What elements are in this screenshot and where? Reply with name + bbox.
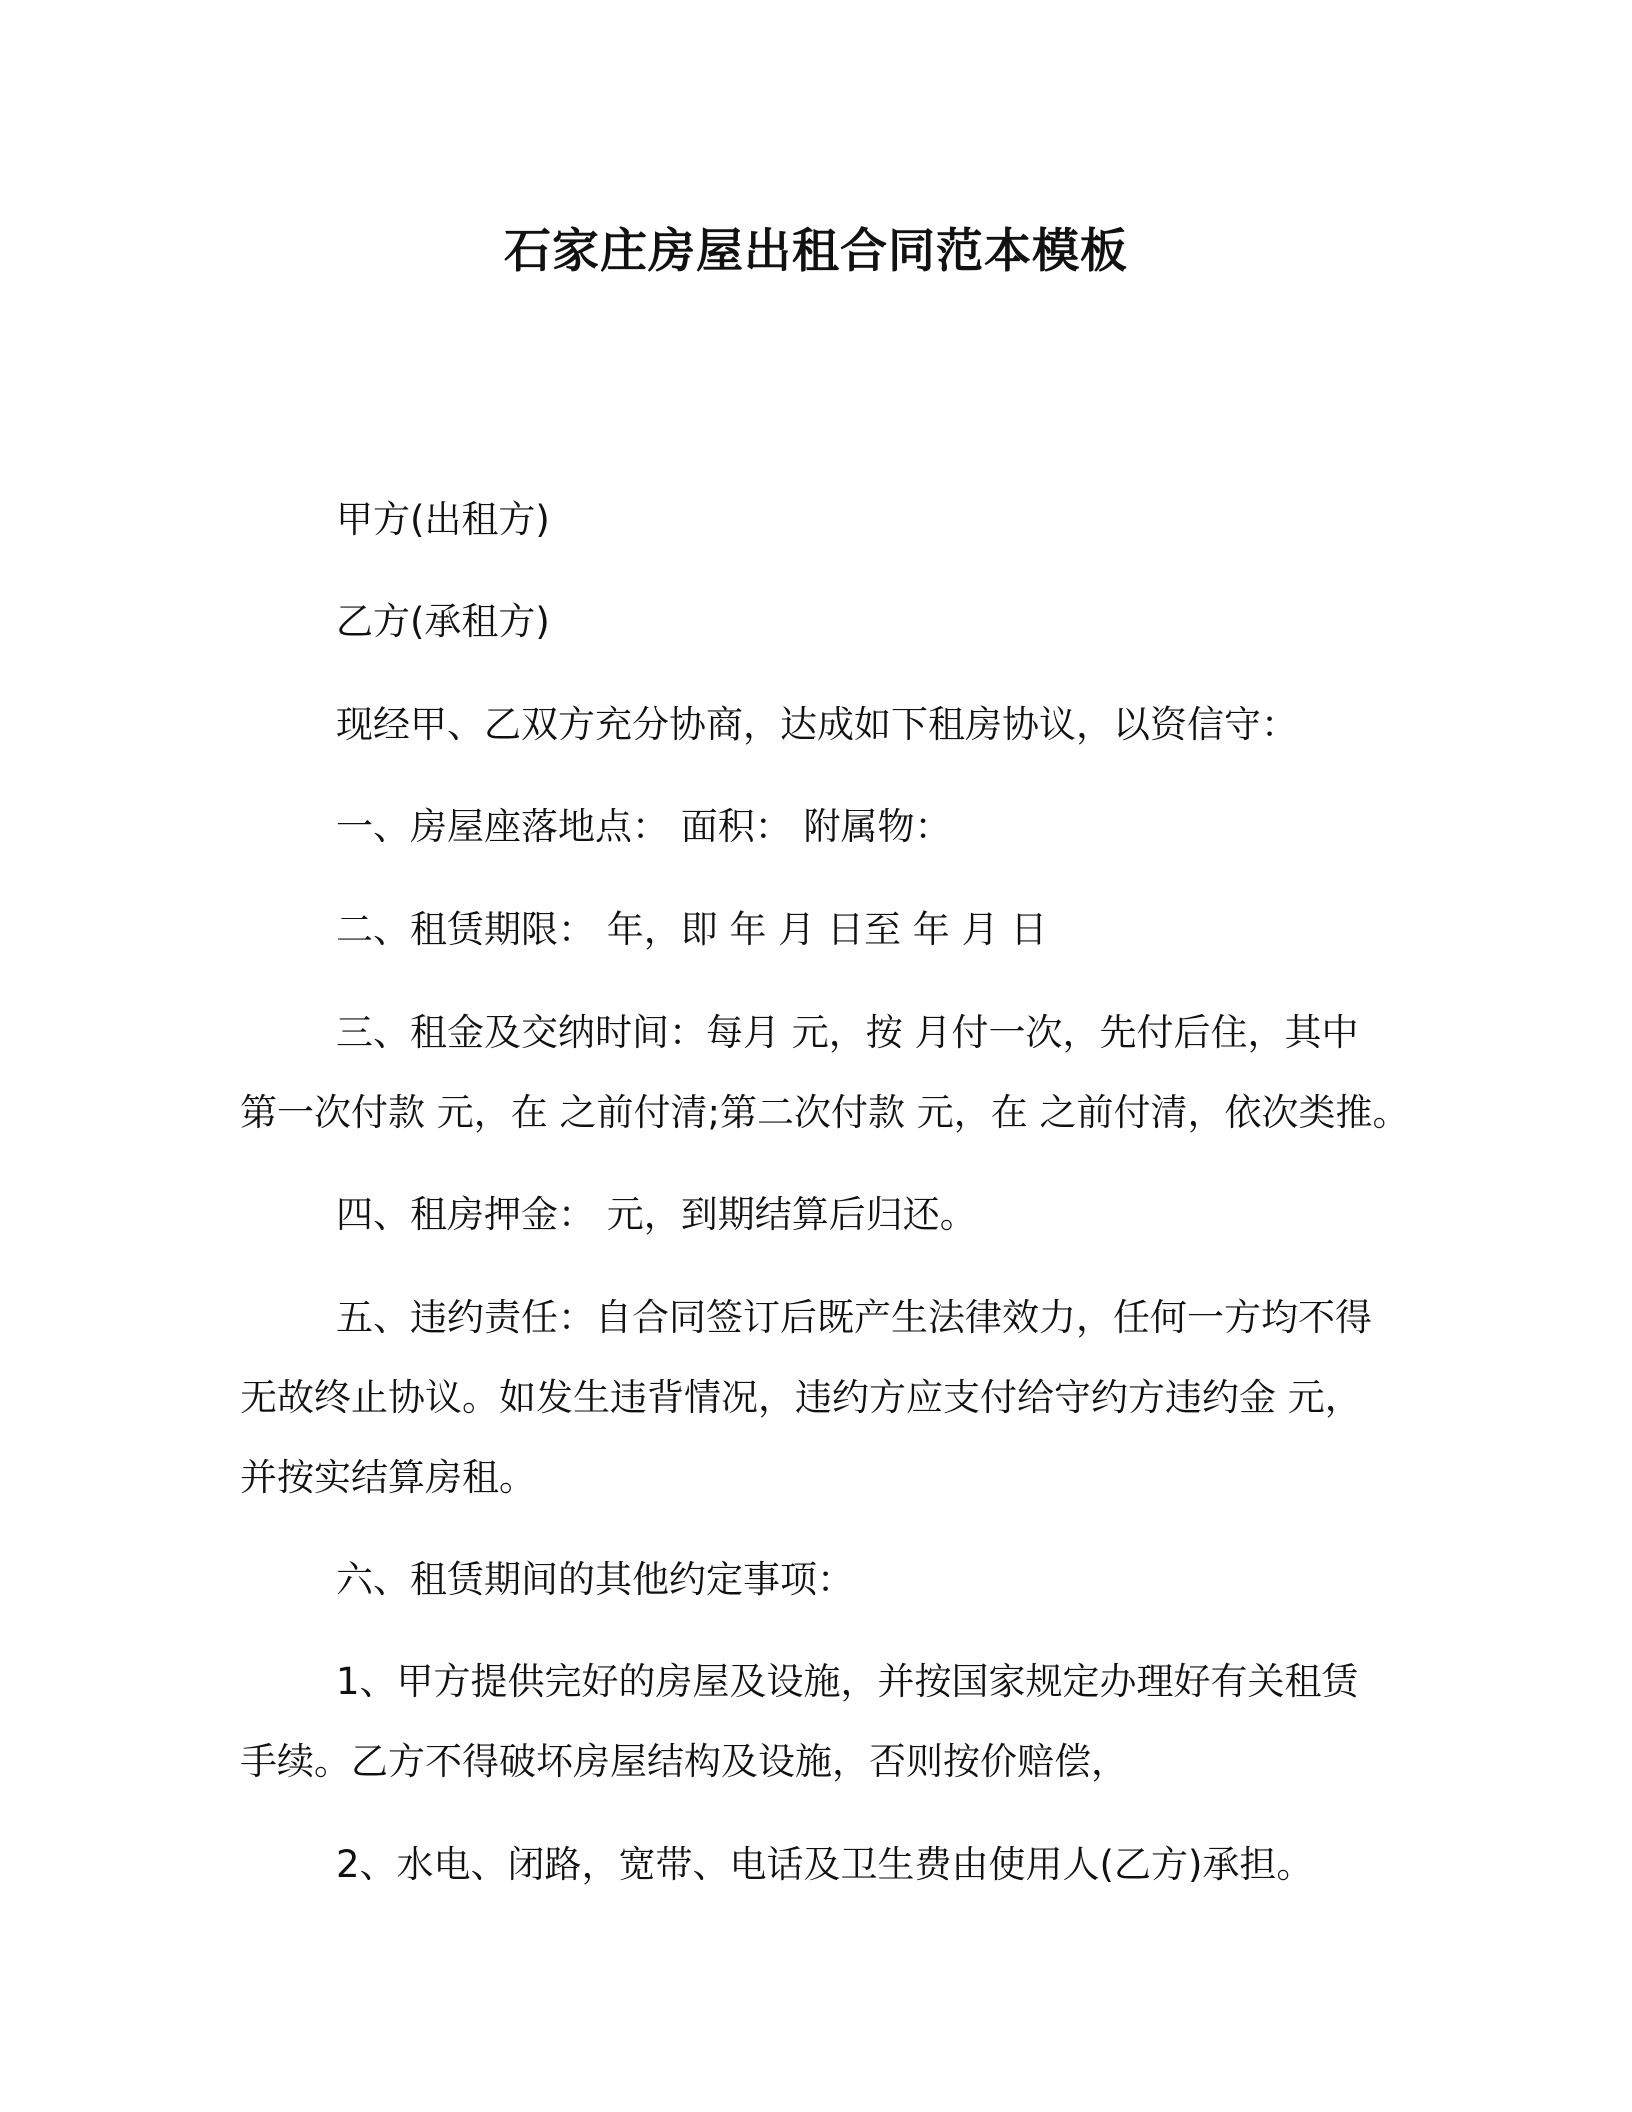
clause-6-item-1-line-1: 1、甲方提供完好的房屋及设施，并按国家规定办理好有关租赁	[336, 1660, 1359, 1703]
clause-5-breach-line-1: 五、违约责任：自合同签订后既产生法律效力，任何一方均不得	[336, 1296, 1372, 1339]
clause-1-location: 一、房屋座落地点： 面积： 附属物：	[336, 805, 952, 848]
party-a-line: 甲方(出租方)	[336, 498, 550, 541]
document-title: 石家庄房屋出租合同范本模板	[504, 224, 1128, 279]
clause-5-breach-line-3: 并按实结算房租。	[240, 1456, 536, 1499]
clause-5-breach-line-2: 无故终止协议。如发生违背情况，违约方应支付给守约方违约金 元，	[240, 1376, 1362, 1419]
clause-6-item-1-line-2: 手续。乙方不得破坏房屋结构及设施，否则按价赔偿，	[240, 1740, 1128, 1783]
clause-6-item-2: 2、水电、闭路，宽带、电话及卫生费由使用人(乙方)承担。	[336, 1843, 1314, 1886]
preamble-line: 现经甲、乙双方充分协商，达成如下租房协议，以资信守：	[336, 703, 1298, 746]
clause-3-rent-line-2: 第一次付款 元，在 之前付清;第二次付款 元，在 之前付清，依次类推。	[240, 1091, 1410, 1134]
clause-2-term: 二、租赁期限： 年，即 年 月 日至 年 月 日	[336, 908, 1048, 951]
clause-4-deposit: 四、租房押金： 元，到期结算后归还。	[336, 1193, 977, 1236]
clause-6-heading: 六、租赁期间的其他约定事项：	[336, 1558, 854, 1601]
party-b-line: 乙方(承租方)	[336, 600, 550, 643]
clause-3-rent-line-1: 三、租金及交纳时间：每月 元，按 月付一次，先付后住，其中	[336, 1011, 1359, 1054]
